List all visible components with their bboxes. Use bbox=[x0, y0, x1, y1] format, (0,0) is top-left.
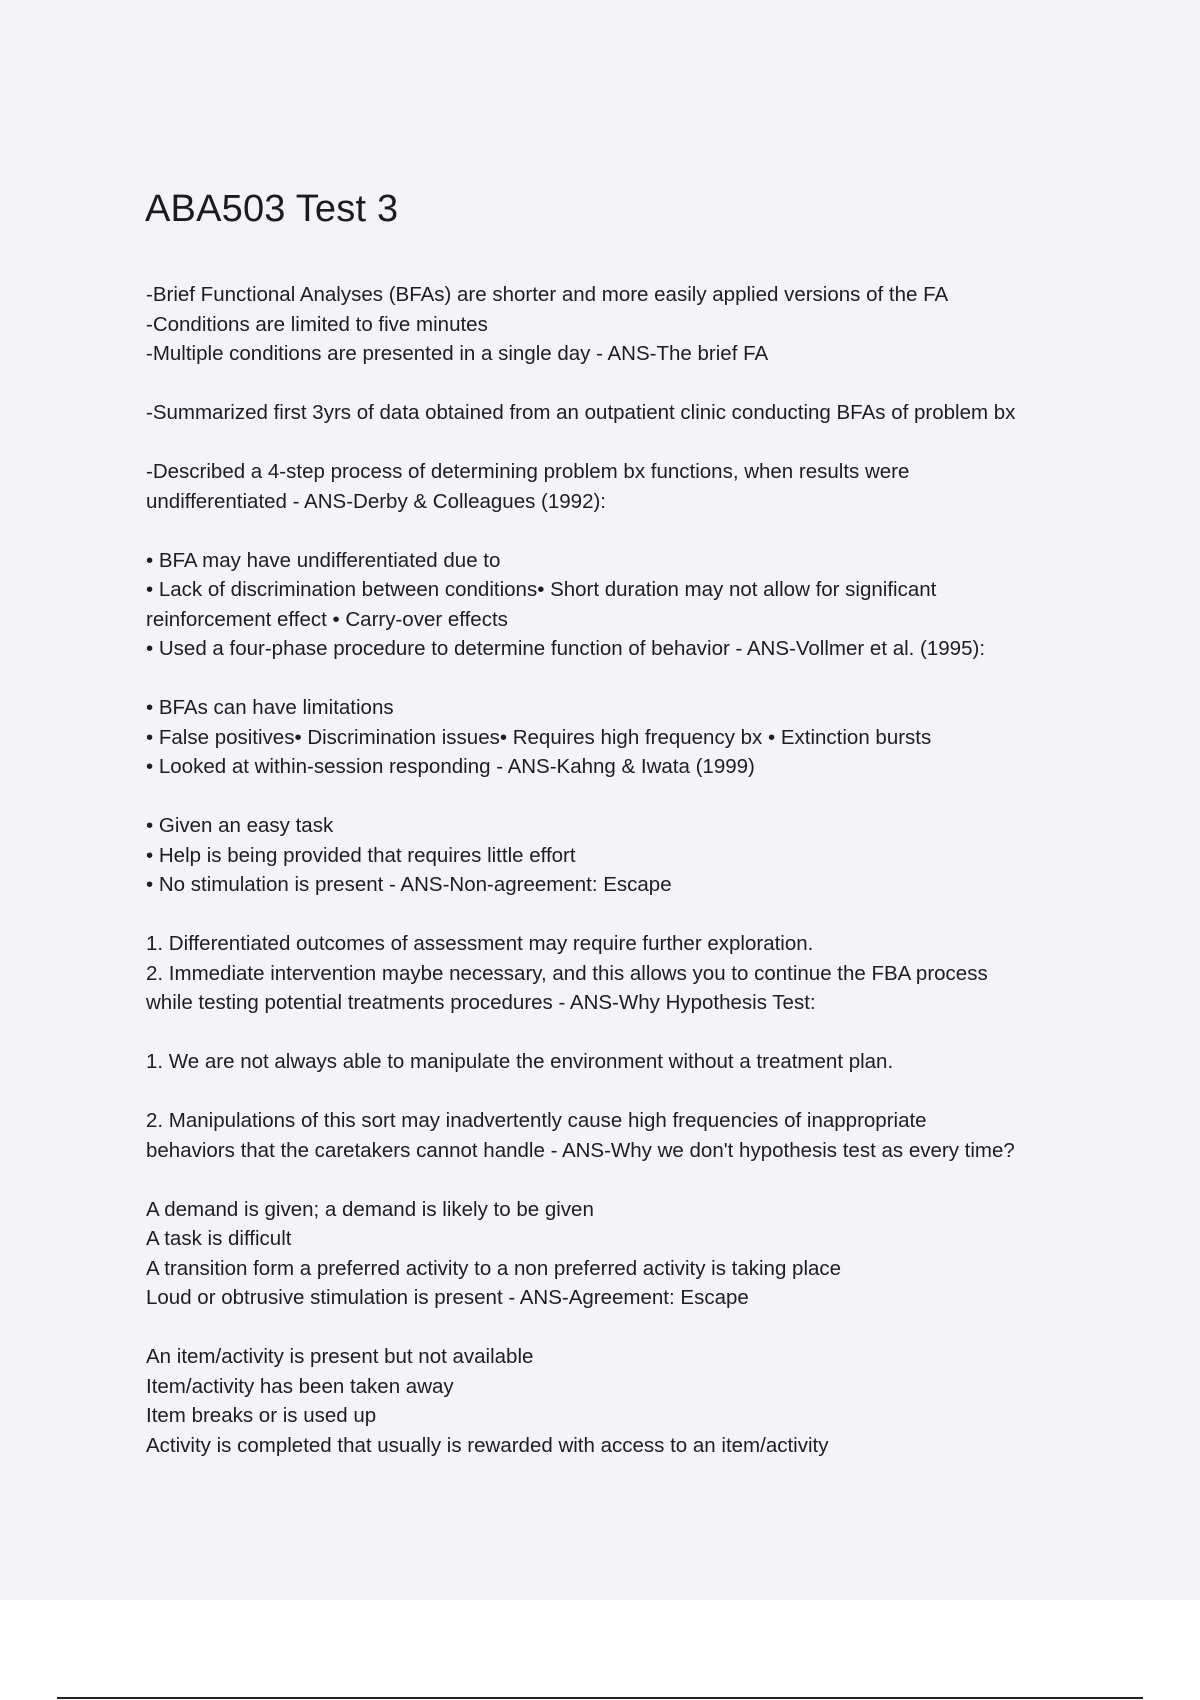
text-line: Item/activity has been taken away bbox=[146, 1374, 454, 1398]
text-line: 1. Differentiated outcomes of assessment may require further exploration. bbox=[146, 932, 814, 955]
text-line: -Conditions are limited to five minutes bbox=[146, 312, 488, 336]
paragraph-block bbox=[146, 1342, 1146, 1460]
paragraph-block bbox=[146, 811, 1146, 900]
text-line: • Used a four-phase procedure to determine function of behavior - ANS-Vollmer et al. (1995): bbox=[146, 637, 986, 660]
text-line: -Multiple conditions are presented in a single day - ANS-The brief FA bbox=[146, 342, 769, 365]
text-line: -Brief Functional Analyses (BFAs) are shorter and more easily applied versions of the FA bbox=[146, 283, 949, 306]
text-line: • BFA may have undifferentiated due to bbox=[146, 548, 501, 572]
text-line: A transition form a preferred activity to a non preferred activity is taking place bbox=[146, 1256, 842, 1280]
text-line: undifferentiated - ANS-Derby & Colleagues (1992): bbox=[146, 489, 606, 513]
text-line: 1. We are not always able to manipulate the environment without a treatment plan. bbox=[146, 1050, 894, 1073]
text-line: • BFAs can have limitations bbox=[146, 696, 394, 719]
text-line: A demand is given; a demand is likely to be given bbox=[146, 1197, 594, 1221]
paragraph-block bbox=[146, 280, 1146, 369]
paragraph-block bbox=[146, 1047, 1146, 1077]
paragraph-block bbox=[146, 457, 1146, 516]
text-line: -Described a 4-step process of determining problem bx functions, when results were bbox=[146, 460, 910, 483]
text-line: behaviors that the caretakers cannot handle - ANS-Why we don't hypothesis test as every time? bbox=[146, 1138, 1015, 1162]
text-line: • Given an easy task bbox=[146, 814, 334, 837]
text-line: • No stimulation is present - ANS-Non-agreement: Escape bbox=[146, 873, 672, 896]
paragraph-block bbox=[146, 1106, 1146, 1165]
document-body bbox=[146, 280, 1146, 1490]
text-line: while testing potential treatments procedures - ANS-Why Hypothesis Test: bbox=[146, 991, 816, 1014]
text-line: Activity is completed that usually is rewarded with access to an item/activity bbox=[146, 1433, 829, 1457]
text-line: Item breaks or is used up bbox=[146, 1404, 377, 1427]
paragraph-block bbox=[146, 1195, 1146, 1313]
text-line: Loud or obtrusive stimulation is present - ANS-Agreement: Escape bbox=[146, 1286, 749, 1309]
text-line: A task is difficult bbox=[146, 1227, 292, 1250]
text-line: 2. Manipulations of this sort may inadvertently cause high frequencies of inappropriate bbox=[146, 1109, 927, 1132]
text-line: 2. Immediate intervention maybe necessary, and this allows you to continue the FBA process bbox=[146, 961, 988, 985]
paragraph-block bbox=[146, 398, 1146, 428]
text-line: • Looked at within-session responding - ANS-Kahng & Iwata (1999) bbox=[146, 755, 755, 778]
paragraph-block bbox=[146, 546, 1146, 664]
page-title: ABA503 Test 3 bbox=[145, 188, 399, 230]
text-line: -Summarized first 3yrs of data obtained from an outpatient clinic conducting BFAs of problem bx bbox=[146, 401, 1016, 424]
footer-divider bbox=[57, 1697, 1143, 1699]
text-line: reinforcement effect • Carry-over effects bbox=[146, 607, 508, 631]
paragraph-block bbox=[146, 693, 1146, 782]
text-line: • Lack of discrimination between conditions• Short duration may not allow for significant bbox=[146, 578, 937, 601]
text-line: An item/activity is present but not available bbox=[146, 1345, 534, 1368]
text-line: • Help is being provided that requires little effort bbox=[146, 843, 576, 867]
text-line: • False positives• Discrimination issues• Requires high frequency bx • Extinction bursts bbox=[146, 725, 932, 749]
paragraph-block bbox=[146, 929, 1146, 1018]
